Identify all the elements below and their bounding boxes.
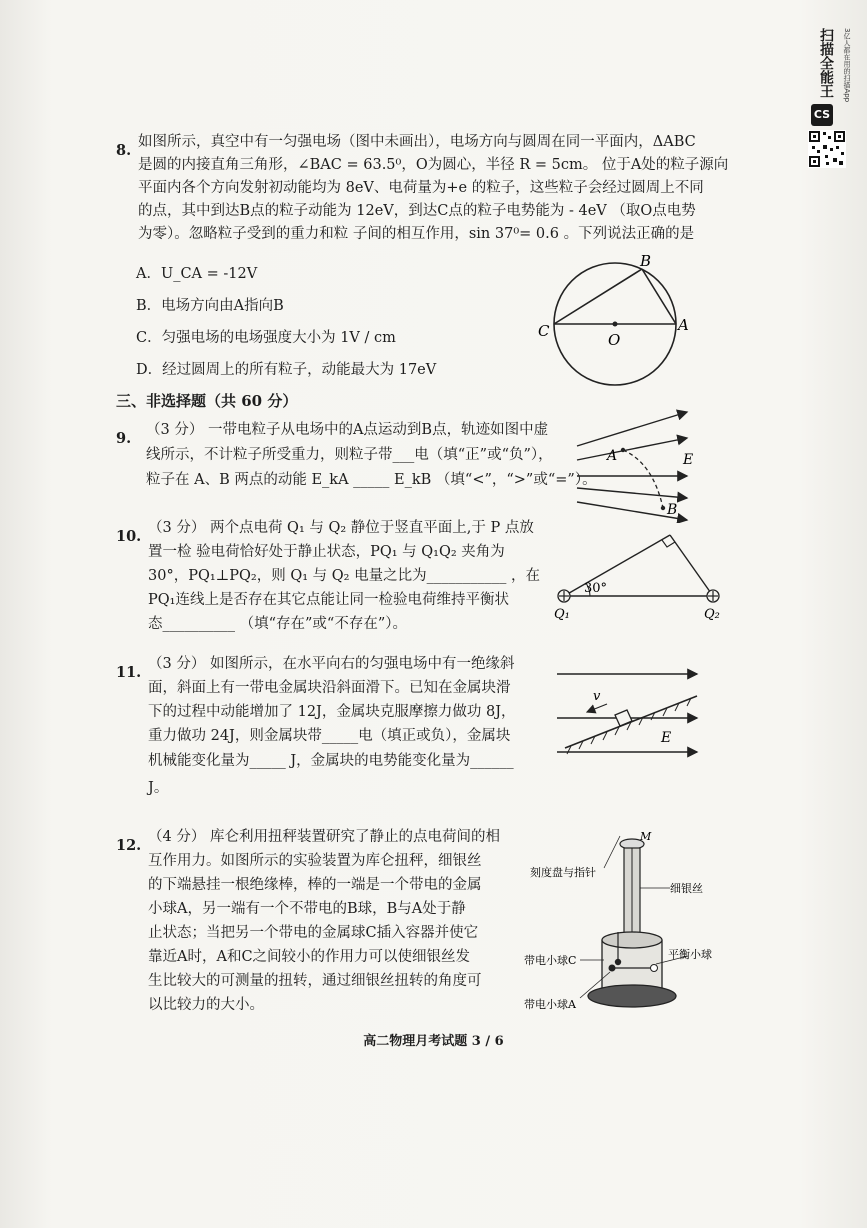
q11-incline-figure [555, 660, 705, 760]
q11-line-1: （3 分） 如图所示，在水平向右的匀强电场中有一绝缘斜 [148, 656, 515, 672]
q8-label-c: C [538, 322, 550, 340]
q10-charges-figure [548, 520, 728, 625]
q12-label-ball-a: 带电小球A [524, 998, 576, 1011]
q10-line-2: 置一检 验电荷恰好处于静止状态，PQ₁ 与 Q₁Q₂ 夹角为 [148, 544, 505, 560]
q12-label-ball-c: 带电小球C [524, 954, 577, 967]
watermark-title: 扫描全能王 [818, 28, 834, 98]
q9-label-b: B [667, 502, 678, 518]
q10-line-pq1 [564, 535, 670, 596]
q8-option-d[interactable]: D．经过圆周上的所有粒子，动能最大为 17eV [136, 362, 437, 378]
q12-ball-c [615, 959, 621, 965]
q11-line-3: 下的过程中动能增加了 12J，金属块克服摩擦力做功 8J， [148, 704, 516, 720]
qr-code-icon [808, 130, 846, 168]
q12-number: 12. [116, 837, 142, 854]
q12-line-1: （4 分） 库仑利用扭秤装置研究了静止的点电荷间的相 [148, 829, 500, 845]
q8-line-ba [642, 269, 676, 324]
q11-line-5: 机械能变化量为_____ J，金属块的电势能变化量为______ [148, 753, 514, 769]
q12-line-3: 的下端悬挂一根绝缘棒，棒的一端是一个带电的金属 [148, 877, 482, 893]
q9-line-1: （3 分） 一带电粒子从电场中的A点运动到B点，轨迹如图中虚 [146, 422, 549, 438]
q8-line-cb [554, 269, 642, 324]
q8-label-a: A [678, 316, 689, 334]
q11-label-v: v [593, 689, 601, 704]
q8-line-3: 平面内各个方向发射初动能均为 8eV、电荷量为+e 的粒子，这些粒子会经过圆周上不同 [138, 180, 704, 196]
q9-point-b [661, 506, 665, 510]
q12-line-6: 靠近A时，A和C之间较小的作用力可以使细银丝发 [148, 949, 471, 965]
q12-line-2: 互作用力。如图所示的实验装置为库仑扭秤，细银丝 [148, 853, 482, 869]
q9-label-e: E [683, 452, 694, 468]
q9-line-3: 粒子在 A、B 两点的动能 E_kA _____ E_kB （填“<”，“>”或“=”）。 [146, 472, 597, 488]
q11-line-6: J。 [148, 780, 169, 796]
q12-label-dial: 刻度盘与指针 [530, 866, 596, 879]
q8-label-o: O [608, 331, 621, 349]
q9-line-2: 线所示，不计粒子所受重力，则粒子带___电（填“正”或“负”）， [146, 447, 553, 463]
q12-line-8: 以比较力的大小。 [148, 997, 264, 1013]
q11-line-4: 重力做功 24J，则金属块带_____电（填正或负），金属块 [148, 728, 511, 744]
q10-label-q2: Q₂ [704, 607, 720, 622]
q10-label-q1: Q₁ [554, 607, 570, 622]
q10-number: 10. [116, 528, 142, 545]
q11-label-e: E [661, 730, 672, 746]
q11-number: 11. [116, 664, 142, 681]
q9-point-a [621, 448, 625, 452]
q12-label-m: M [640, 830, 652, 843]
cs-logo-icon: CS [811, 104, 833, 126]
q8-label-b: B [640, 252, 652, 270]
q10-line-1: （3 分） 两个点电荷 Q₁ 与 Q₂ 静位于竖直平面上,于 P 点放 [148, 520, 534, 536]
q8-line-5: 为零）。忽略粒子受到的重力和粒 子间的相互作用，sin 37⁰= 0.6 。下列说法正确的是 [138, 226, 695, 242]
q12-line-4: 小球A，另一端有一个不带电的B球，B与A处于静 [148, 901, 466, 917]
q11-line-2: 面，斜面上有一带电金属块沿斜面滑下。已知在金属块滑 [148, 680, 511, 696]
q10-line-4: PQ₁连线上是否存在其它点能让同一检验电荷维持平衡状 [148, 592, 509, 608]
q9-label-a: A [607, 448, 618, 464]
q12-ball-b [651, 965, 658, 972]
page-footer: 高二物理月考试题 3 / 6 [363, 1034, 504, 1049]
q10-line-3: 30°，PQ₁⊥PQ₂，则 Q₁ 与 Q₂ 电量之比为___________ ，在 [148, 568, 540, 584]
q9-field-figure [575, 408, 695, 523]
q9-number: 9. [116, 430, 132, 447]
q8-line-1: 如图所示，真空中有一匀强电场（图中未画出），电场方向与圆周在同一平面内，ΔABC [138, 134, 696, 150]
q9-trajectory [623, 450, 663, 508]
q8-center-dot [613, 322, 618, 327]
q12-base [588, 985, 676, 1007]
q8-circle-figure [530, 250, 710, 390]
q11-velocity-arrow [587, 704, 607, 712]
q12-line-5: 止状态；当把另一个带电的金属球C插入容器并使它 [148, 925, 479, 941]
section3-title: 三、非选择题（共 60 分） [116, 392, 298, 410]
q8-option-a[interactable]: A．U_CA = -12V [136, 266, 258, 282]
q12-label-wire: 细银丝 [670, 882, 703, 895]
q10-angle-label: 30° [584, 581, 608, 596]
q10-line-pq2 [670, 535, 713, 596]
q8-line-2: 是圆的内接直角三角形，∠BAC = 63.5⁰，O为圆心，半径 R = 5cm。 位于A处的粒子源向 [138, 157, 729, 173]
q12-label-balance: 平衡小球 [668, 948, 712, 961]
q12-ball-a [609, 965, 616, 972]
q8-number: 8. [116, 142, 132, 159]
q9-field-line-4 [577, 488, 687, 498]
q10-line-5: 态__________ （填“存在”或“不存在”）。 [148, 616, 408, 632]
q12-line-7: 生比较大的可测量的扭转，通过细银丝扭转的角度可 [148, 973, 482, 989]
q8-line-4: 的点，其中到达B点的粒子动能为 12eV，到达C点的粒子电势能为 - 4eV （取O点电势 [138, 203, 696, 219]
q12-dial-leader [604, 836, 620, 868]
q12-torsion-balance-figure [520, 828, 720, 1018]
q10-right-angle [662, 540, 675, 547]
watermark-subtitle: 3亿人都在用的扫描App [843, 28, 851, 103]
q11-metal-block [615, 710, 632, 726]
q8-option-b[interactable]: B．电场方向由A指向B [136, 298, 284, 314]
q12-container-top [602, 932, 662, 948]
q8-option-c[interactable]: C．匀强电场的电场强度大小为 1V / cm [136, 330, 396, 346]
